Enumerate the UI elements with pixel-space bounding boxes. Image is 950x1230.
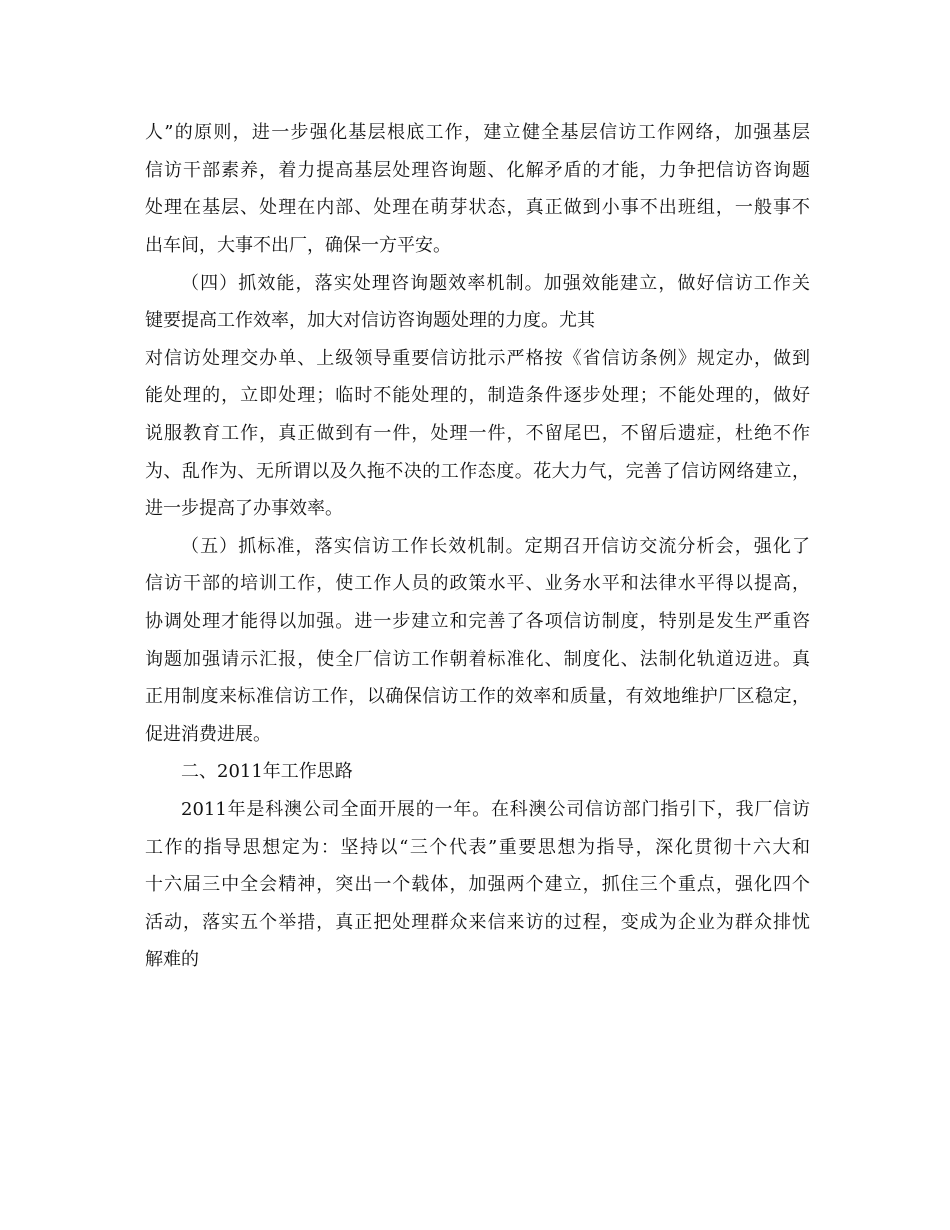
text-line: 解难的 — [145, 949, 199, 970]
text-line: 处理在基层、处理在内部、处理在萌芽状态，真正做到小事不出班组，一般事不 — [145, 197, 810, 218]
paragraph-start: 2011年是科澳公司全面开展的一年。在科澳公司信访部门指引下，我厂信访 — [181, 799, 810, 820]
text-line: 信访干部素养，着力提高基层处理咨询题、化解矛盾的才能，力争把信访咨询题 — [145, 160, 810, 181]
paragraph-start: （五）抓标准，落实信访工作长效机制。定期召开信访交流分析会，强化了 — [181, 536, 810, 557]
text-line: 人”的原则，进一步强化基层根底工作，建立健全基层信访工作网络，加强基层 — [145, 122, 810, 143]
text-line: 促进消费进展。 — [145, 724, 271, 745]
paragraph-start: （四）抓效能，落实处理咨询题效率机制。加强效能建立，做好信访工作关 — [181, 273, 810, 294]
text-line: 工作的指导思想定为：坚持以“三个代表”重要思想为指导，深化贯彻十六大和 — [145, 837, 810, 858]
text-line: 键要提高工作效率，加大对信访咨询题处理的力度。尤其 — [145, 310, 595, 331]
text-line: 能处理的，立即处理；临时不能处理的，制造条件逐步处理；不能处理的，做好 — [145, 385, 810, 406]
text-line: 对信访处理交办单、上级领导重要信访批示严格按《省信访条例》规定办，做到 — [145, 348, 810, 369]
text-line: 协调处理才能得以加强。进一步建立和完善了各项信访制度，特别是发生严重咨 — [145, 611, 810, 632]
text-line: 正用制度来标准信访工作，以确保信访工作的效率和质量，有效地维护厂区稳定， — [145, 686, 810, 707]
text-line: 进一步提高了办事效率。 — [145, 498, 343, 519]
text-line: 说服教育工作，真正做到有一件，处理一件，不留尾巴，不留后遗症，杜绝不作 — [145, 423, 810, 444]
text-line: 十六届三中全会精神，突出一个载体，加强两个建立，抓住三个重点，强化四个 — [145, 874, 810, 895]
text-line: 为、乱作为、无所谓以及久拖不决的工作态度。花大力气，完善了信访网络建立， — [145, 461, 810, 482]
text-line: 信访干部的培训工作，使工作人员的政策水平、业务水平和法律水平得以提高， — [145, 573, 810, 594]
section-heading: 二、2011年工作思路 — [181, 761, 353, 782]
text-line: 询题加强请示汇报，使全厂信访工作朝着标准化、制度化、法制化轨道迈进。真 — [145, 649, 810, 670]
text-line: 活动，落实五个举措，真正把处理群众来信来访的过程，变成为企业为群众排忧 — [145, 912, 810, 933]
text-line: 出车间，大事不出厂，确保一方平安。 — [145, 235, 451, 256]
